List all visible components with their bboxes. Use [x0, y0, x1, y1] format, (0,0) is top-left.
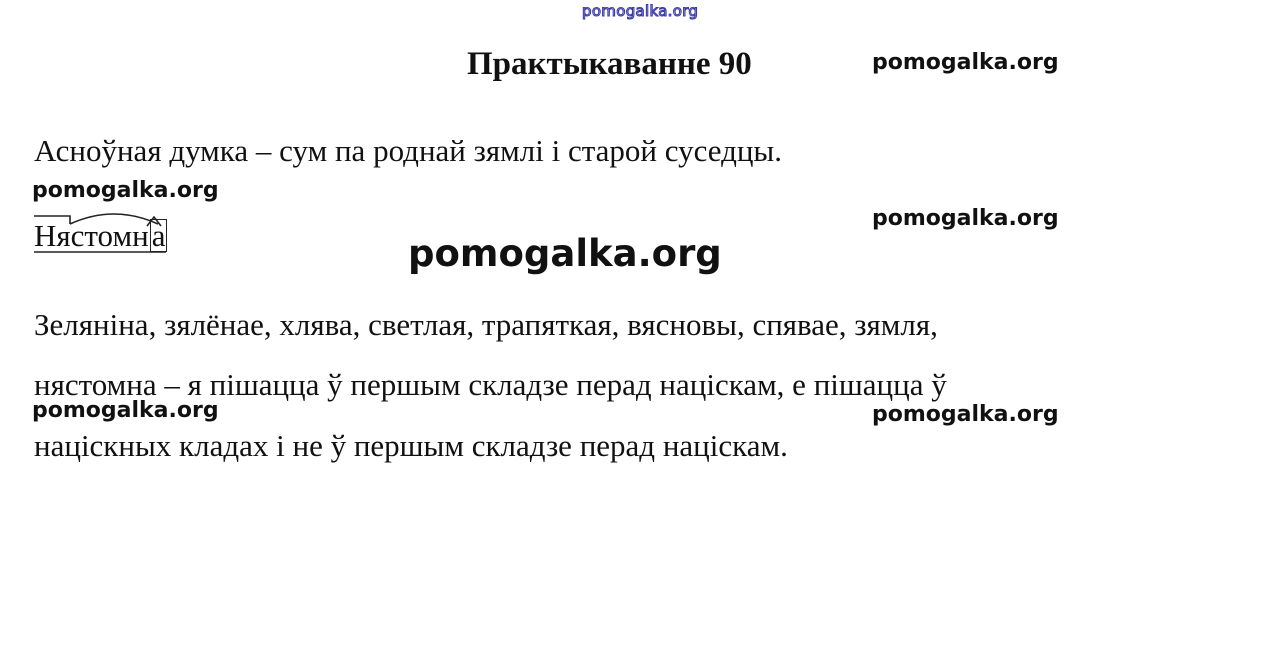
morphemic-word — [34, 218, 167, 254]
watermark-left-1: pomogalka.org — [32, 178, 219, 203]
prefix-mark — [34, 216, 70, 224]
word-suffix: н — [132, 218, 149, 253]
watermark-top: pomogalka.org — [582, 2, 699, 20]
word-ending-box: а — [151, 218, 166, 253]
watermark-center-big: pomogalka.org — [408, 232, 722, 275]
watermark-title-right: pomogalka.org — [872, 50, 1059, 75]
root-arc — [70, 214, 158, 224]
paragraph-line-2: нястомна – я пішацца ў першым складзе перад націскам, е пішацца ў — [34, 367, 947, 402]
paragraph-line-1: Зеляніна, зялёнае, хлява, светлая, трапяткая, вясновы, спявае, зямля, — [34, 307, 938, 342]
watermark-left-2: pomogalka.org — [32, 398, 219, 423]
main-idea-text: Асноўная думка – сум па роднай зямлі і старой суседцы. — [34, 133, 783, 168]
watermark-right-1: pomogalka.org — [872, 206, 1059, 231]
page-title: Практыкаванне 90 — [467, 46, 752, 82]
watermark-right-2: pomogalka.org — [872, 402, 1059, 427]
word-root: стом — [70, 218, 133, 253]
paragraph-line-3: націскных кладах і не ў першым складзе перад націскам. — [34, 428, 788, 463]
word-prefix: Ня — [34, 218, 71, 253]
morpheme-marks — [34, 218, 194, 268]
